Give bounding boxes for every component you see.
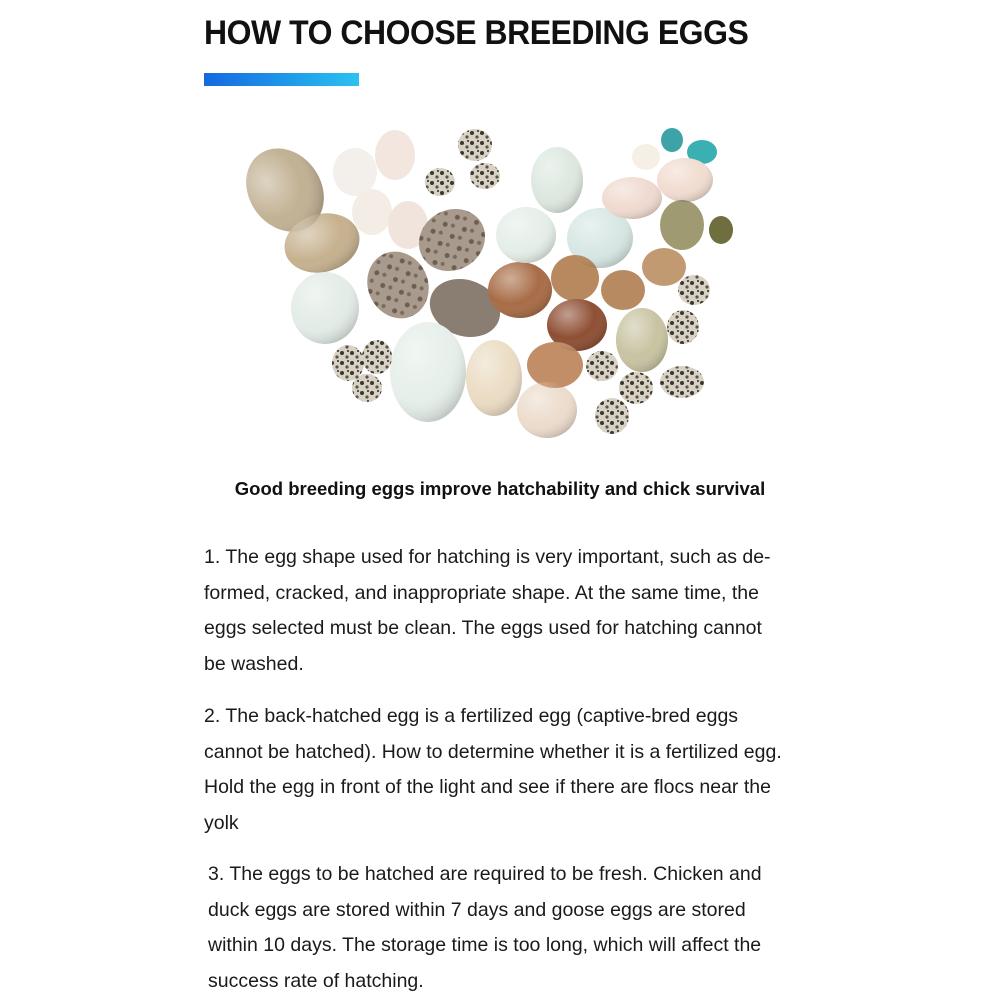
page-title: HOW TO CHOOSE BREEDING EGGS xyxy=(204,14,749,52)
image-caption: Good breeding eggs improve hatchability and chick survival xyxy=(234,478,766,499)
paragraph-line: formed, cracked, and inappropriate shape. At the same time, the xyxy=(204,581,759,604)
paragraph-line: be washed. xyxy=(204,652,304,675)
paragraph-line: 1. The egg shape used for hatching is very important, such as de- xyxy=(204,546,771,568)
paragraph-line: within 10 days. The storage time is too long, which will affect the xyxy=(208,934,762,956)
paragraph-fertilized-egg xyxy=(204,699,814,841)
paragraph-line: yolk xyxy=(204,811,239,834)
paragraph-line: cannot be hatched). How to determine whether it is a fertilized egg. xyxy=(204,740,782,763)
paragraph-line: duck eggs are stored within 7 days and goose eggs are stored xyxy=(208,898,746,921)
paragraph-line: 2. The back-hatched egg is a fertilized egg (captive-bred eggs xyxy=(204,705,739,727)
paragraph-freshness xyxy=(208,857,818,999)
paragraph-line: Hold the egg in front of the light and see if there are flocs near the xyxy=(204,776,771,798)
paragraph-line: 3. The eggs to be hatched are required to be fresh. Chicken and xyxy=(208,863,762,885)
paragraph-egg-shape xyxy=(204,540,814,682)
paragraph-line: eggs selected must be clean. The eggs used for hatching cannot xyxy=(204,617,762,639)
title-accent-bar xyxy=(204,73,359,86)
paragraph-line: success rate of hatching. xyxy=(208,969,424,992)
assorted-eggs-icon xyxy=(240,120,760,450)
